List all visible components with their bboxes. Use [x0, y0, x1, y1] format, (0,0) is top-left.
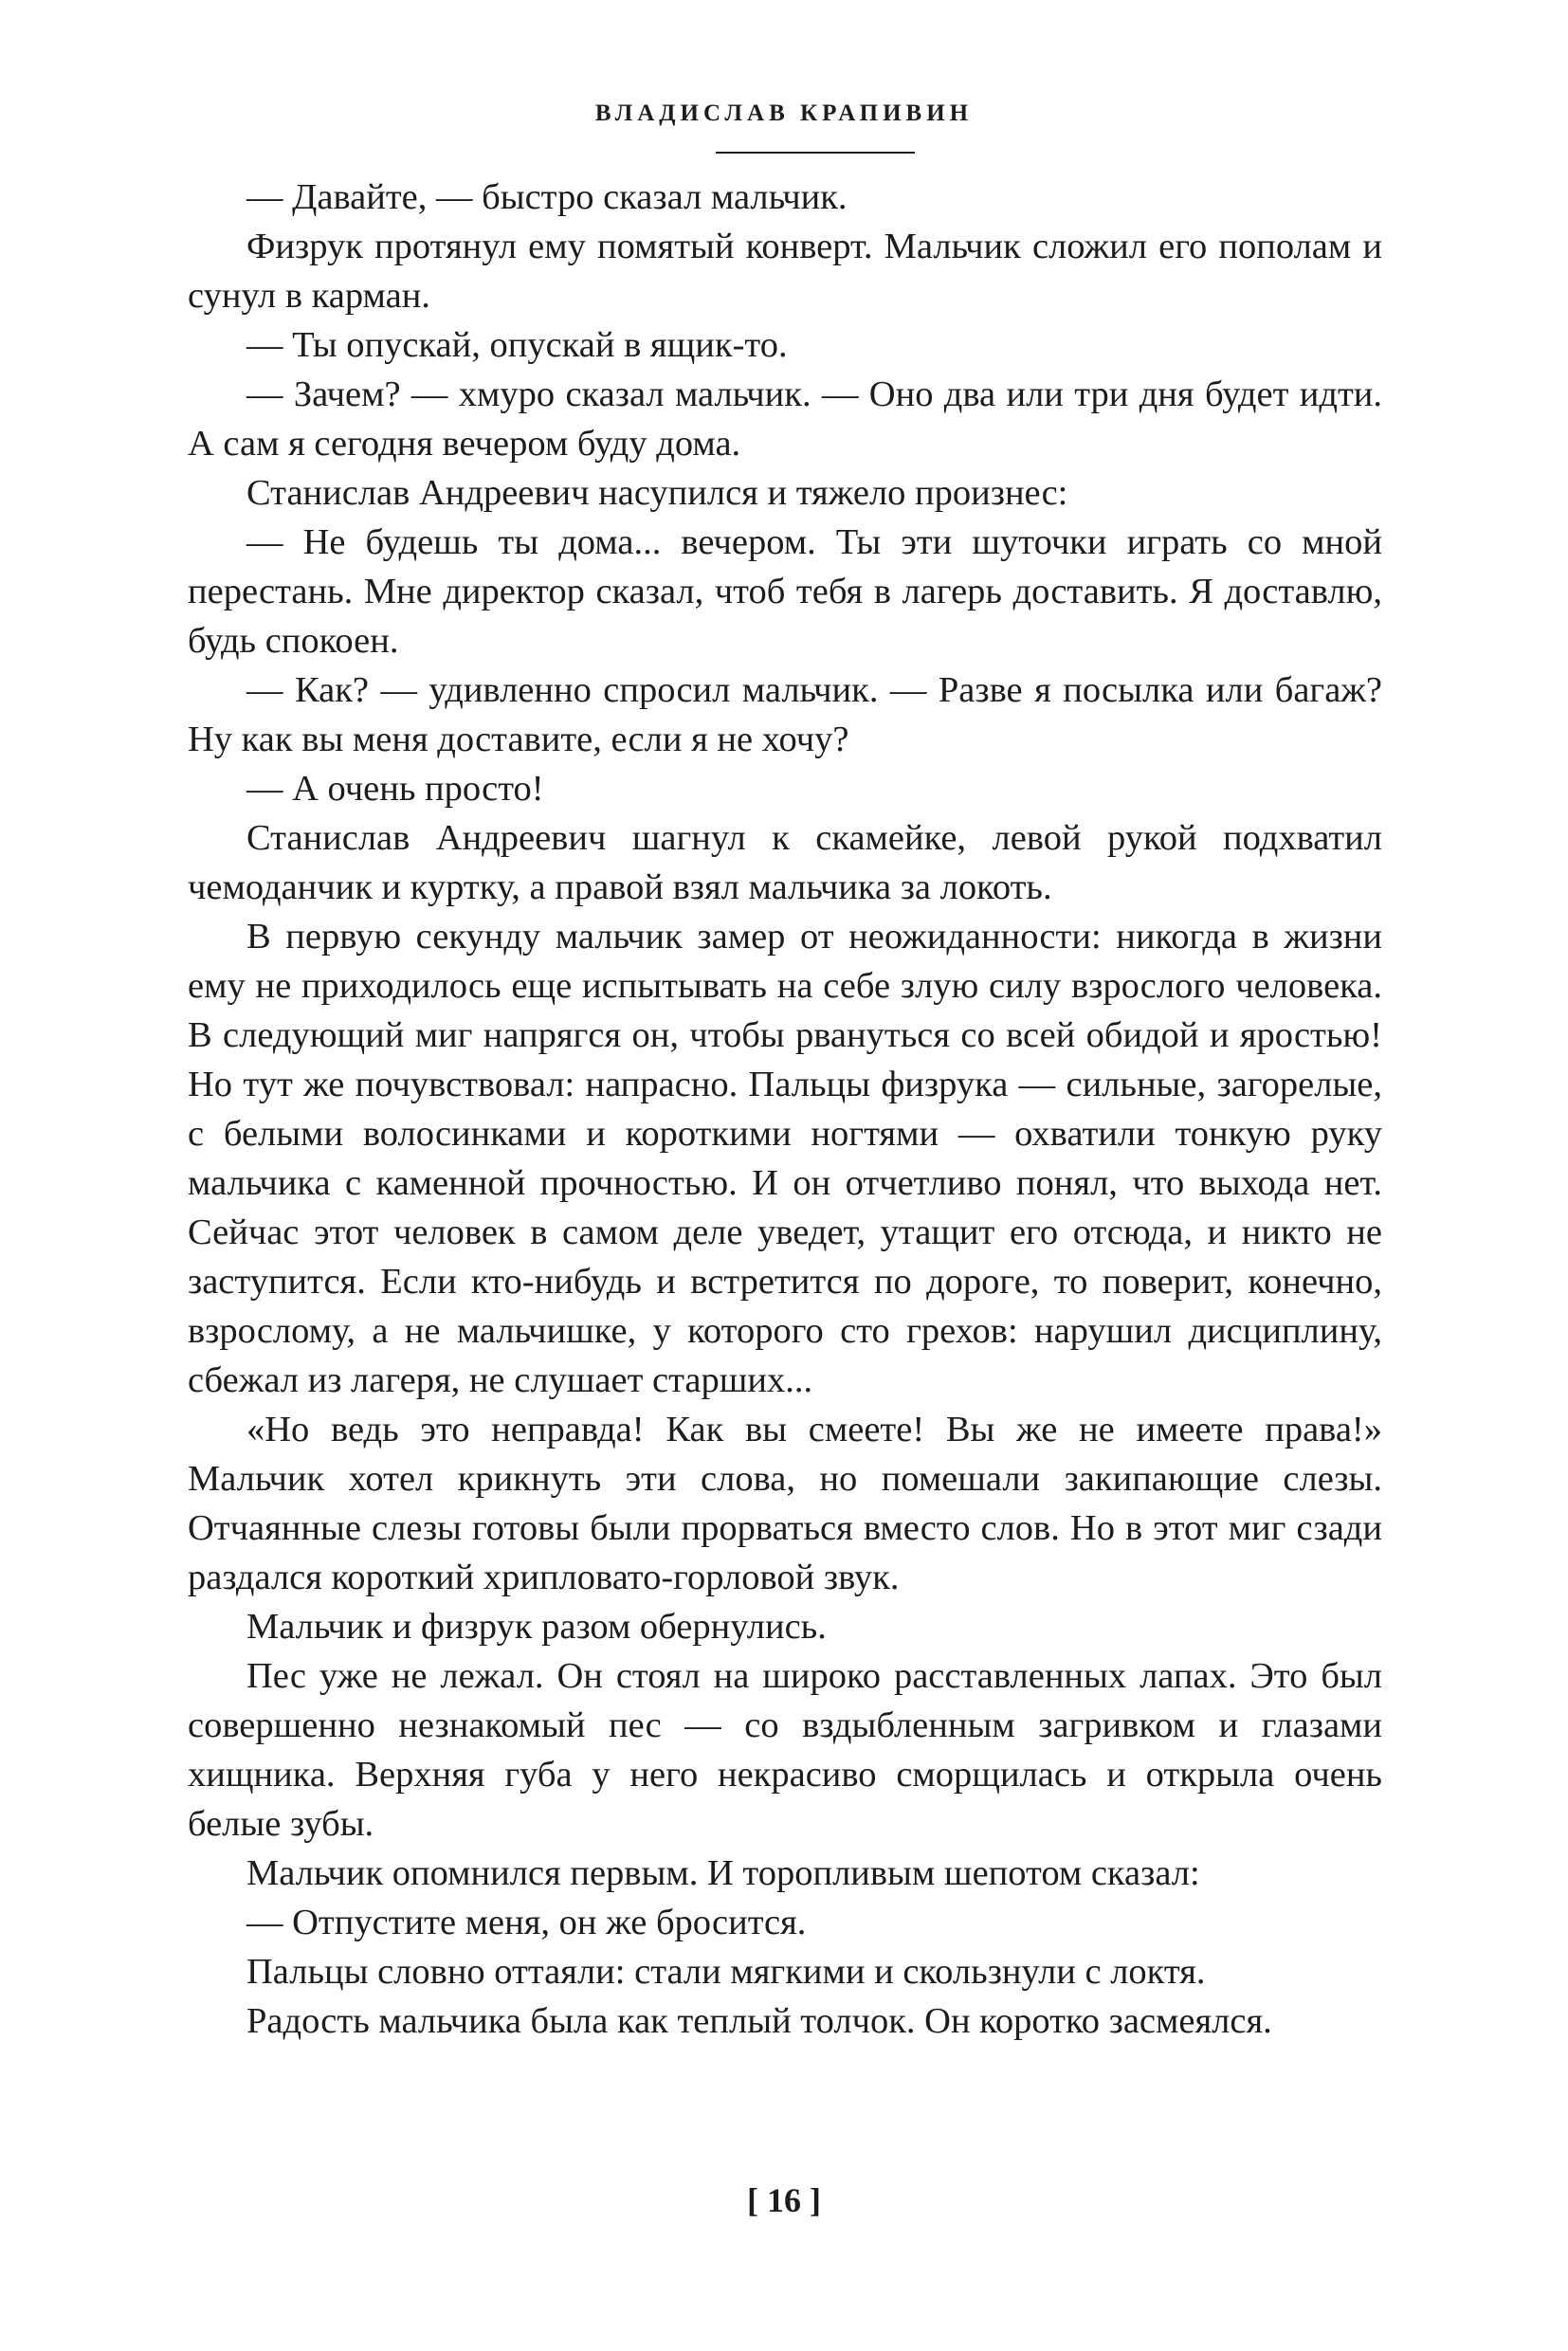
paragraph: — Не будешь ты дома... вечером. Ты эти шуточки играть со мной перестань. Мне директор сказал, чтоб тебя в лагерь доставить. Я доставлю, будь спокоен. — [188, 522, 1382, 661]
paragraph: Пальцы словно оттаяли: стали мягкими и скользнули с локтя. — [246, 1952, 1206, 1992]
paragraph: — Как? — удивленно спросил мальчик. — Разве я посылка или багаж? Ну как вы меня доставите, если я не хочу? — [188, 670, 1382, 759]
paragraph: — Давайте, — быстро сказал мальчик. — [246, 177, 848, 217]
paragraph: — Ты опускай, опускай в ящик-то. — [246, 325, 788, 365]
page-number: [ 16 ] — [747, 2181, 821, 2219]
text-body — [188, 173, 1382, 2046]
paragraph: Мальчик и физрук разом обернулись. — [246, 1607, 827, 1647]
paragraph: Станислав Андреевич насупился и тяжело произнес: — [246, 473, 1068, 513]
paragraph: Станислав Андреевич шагнул к скамейке, левой рукой подхватил чемоданчик и куртку, а правой взял мальчика за локоть. — [188, 818, 1382, 907]
paragraph: Пес уже не лежал. Он стоял на широко расставленных лапах. Это был совершенно незнакомый пес — со вздыбленным загривком и глазами хищника. Верхняя губа у него некрасиво сморщилась и открыла очень белые зубы. — [188, 1656, 1382, 1844]
paragraph: — Отпустите меня, он же бросится. — [246, 1903, 807, 1942]
paragraph: — А очень просто! — [246, 769, 544, 809]
paragraph: Радость мальчика была как теплый толчок. Он коротко засмеялся. — [246, 2001, 1272, 2041]
running-head: ВЛАДИСЛАВ КРАПИВИН — [594, 100, 974, 126]
paragraph: Физрук протянул ему помятый конверт. Мальчик сложил его пополам и сунул в карман. — [188, 227, 1382, 316]
paragraph: «Но ведь это неправда! Как вы смеете! Вы же не имеете права!» Мальчик хотел крикнуть эти слова, но помешали закипающие слезы. Отчаянные слезы готовы были прорваться вместо слов. Но в этот миг сзади раздался короткий хрипловато-горловой звук. — [188, 1410, 1382, 1597]
paragraph: — Зачем? — хмуро сказал мальчик. — Оно два или три дня будет идти. А сам я сегодня вечером буду дома. — [188, 374, 1382, 464]
paragraph: В первую секунду мальчик замер от неожиданности: никогда в жизни ему не приходилось еще испытывать на себе злую силу взрослого человека. В следующий миг напрягся он, чтобы рвануться со всей обидой и яростью! Но тут же почувствовал: напрасно. Пальцы физрука — сильные, загорелые, с белыми волосинками и короткими ногтями — охватили тонкую руку мальчика с каменной прочностью. И он отчетливо понял, что выхода нет. Сейчас этот человек в самом деле уведет, утащит его отсюда, и никто не заступится. Если кто-нибудь и встретится по дороге, то поверит, конечно, взрослому, а не мальчишке, у которого сто грехов: нарушил дисциплину, сбежал из лагеря, не слушает старших... — [188, 917, 1382, 1400]
header-rule — [716, 152, 915, 154]
paragraph: Мальчик опомнился первым. И торопливым шепотом сказал: — [246, 1853, 1200, 1893]
